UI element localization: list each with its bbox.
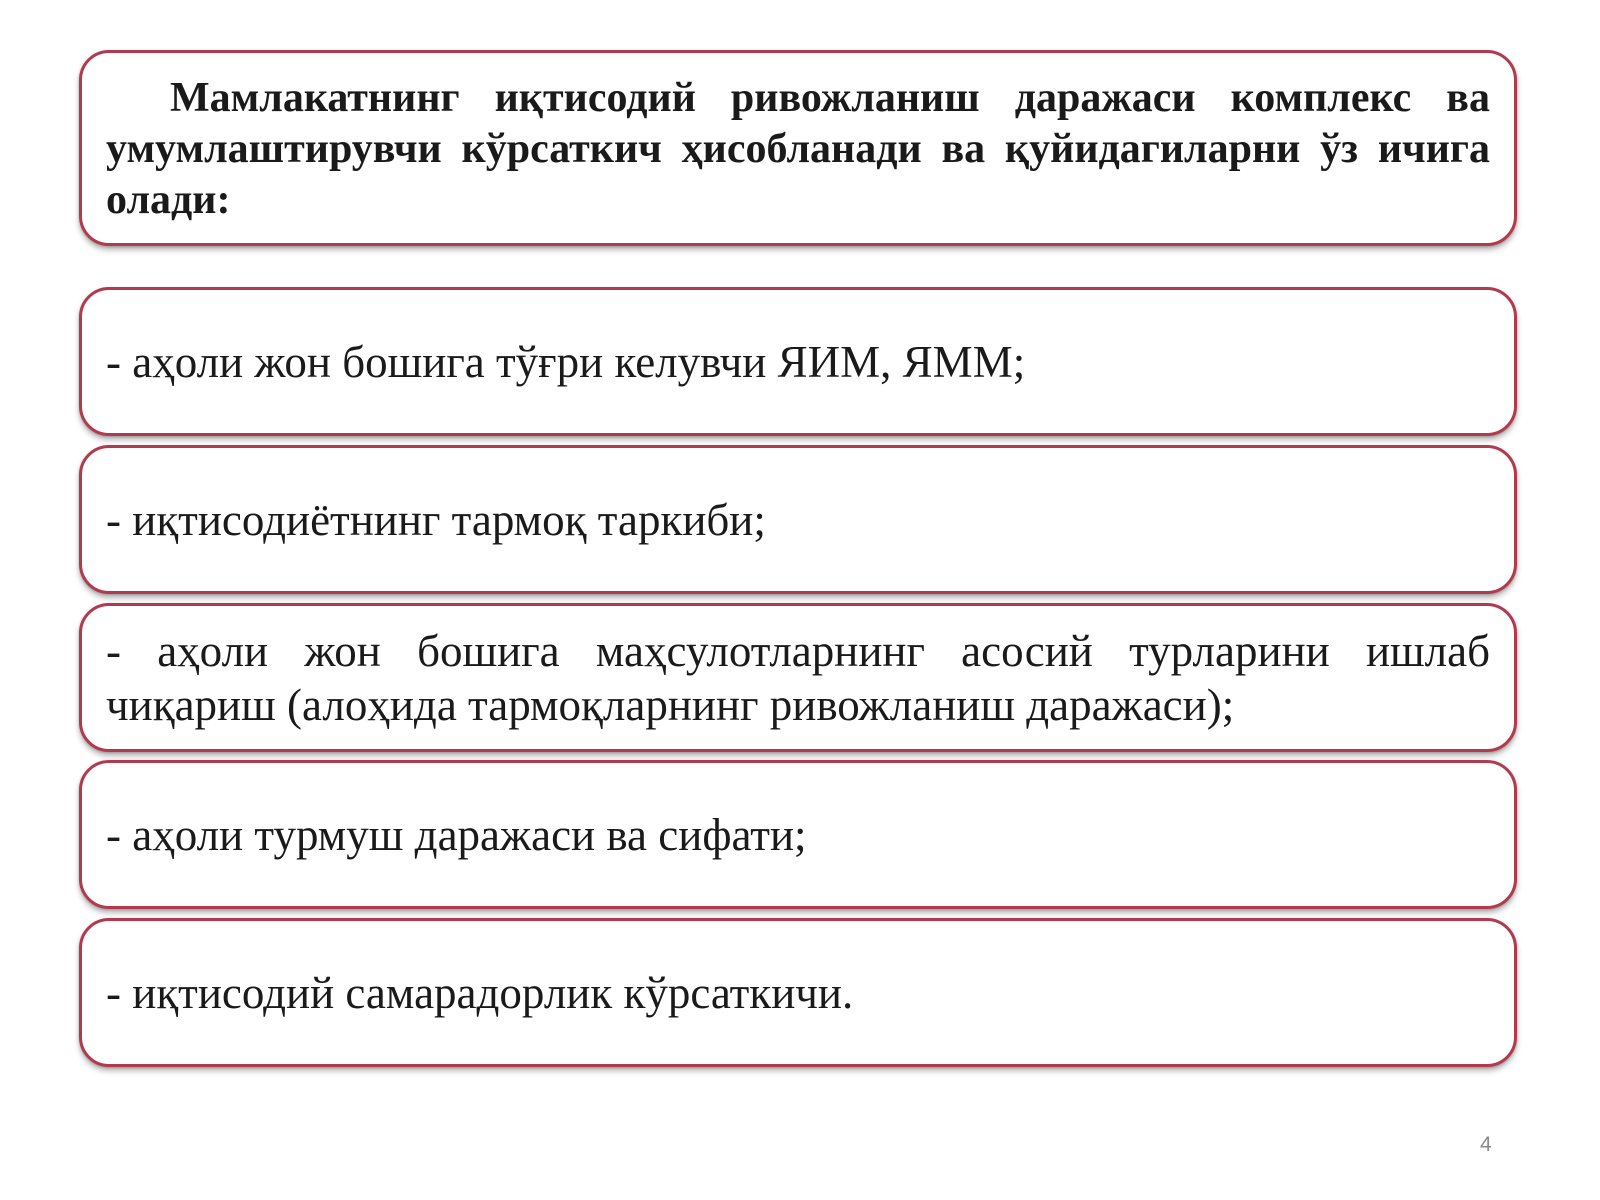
page-number: 4 bbox=[1480, 1133, 1492, 1156]
list-item-text: - аҳоли жон бошига тўғри келувчи ЯИМ, ЯММ; bbox=[106, 336, 1026, 387]
list-item-living-standards bbox=[79, 760, 1517, 909]
list-item-gdp-per-capita bbox=[79, 287, 1517, 436]
header-box bbox=[79, 50, 1517, 246]
list-item-production-per-capita bbox=[79, 603, 1517, 752]
list-item-text: - аҳоли жон бошига маҳсулотларнинг асосий турларини ишлаб чиқариш (алоҳида тармоқларнинг ривожланиш даражаси); bbox=[106, 625, 1490, 730]
header-text: Мамлакатнинг иқтисодий ривожланиш даражаси комплекс ва умумлаштирувчи кўрсаткич ҳисобланади ва қуйидагиларни ўз ичига олади: bbox=[106, 75, 1490, 223]
list-item-sector-structure bbox=[79, 445, 1517, 594]
list-item-text: - аҳоли турмуш даражаси ва сифати; bbox=[106, 809, 807, 860]
list-item-text: - иқтисодиётнинг тармоқ таркиби; bbox=[106, 494, 766, 545]
list-item-economic-efficiency bbox=[79, 918, 1517, 1067]
list-item-text: - иқтисодий самарадорлик кўрсаткичи. bbox=[106, 967, 854, 1018]
